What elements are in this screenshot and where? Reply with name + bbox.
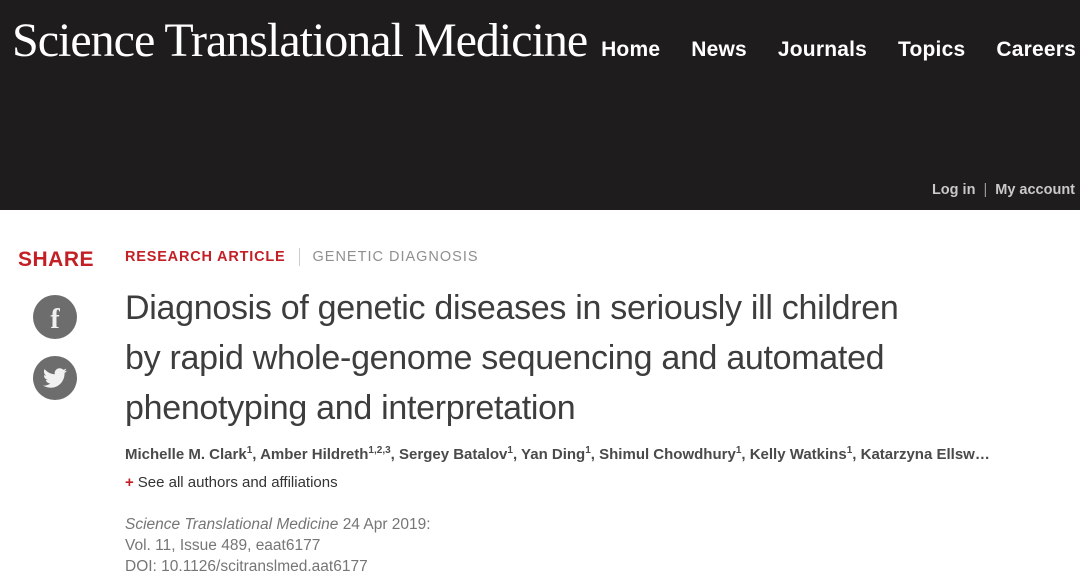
article-subject-label: GENETIC DIAGNOSIS	[312, 249, 479, 265]
citation-doi: DOI: 10.1126/scitranslmed.aat6177	[125, 558, 368, 575]
author-affiliation-superscript: 1	[846, 446, 853, 456]
nav-item-careers[interactable]: Careers	[996, 38, 1076, 61]
twitter-icon	[43, 366, 67, 390]
author-name: Yan Ding	[521, 446, 586, 463]
my-account-link[interactable]: My account	[995, 182, 1075, 198]
citation-volume: Vol. 11, Issue 489, eaat6177	[125, 537, 321, 554]
author-affiliation-superscript: 1	[507, 446, 513, 456]
author-name: Sergey Batalov	[399, 446, 508, 463]
author-affiliation-superscript: 1	[735, 446, 742, 456]
author-name: Shimul Chowdhury	[599, 446, 736, 463]
article-title	[125, 283, 1075, 433]
facebook-icon: f	[50, 304, 60, 335]
author-affiliation-superscript: 1,2,3	[368, 446, 391, 456]
log-in-link[interactable]: Log in	[931, 182, 976, 198]
twitter-share-button[interactable]	[33, 356, 77, 400]
facebook-share-button[interactable]	[33, 295, 77, 339]
share-label: SHARE	[18, 248, 95, 271]
main-nav	[601, 38, 1076, 62]
kicker-divider	[299, 248, 300, 266]
plus-icon: +	[125, 474, 134, 491]
citation-line-journal	[125, 514, 1075, 535]
article-title-line: Diagnosis of genetic diseases in seriously ill children	[125, 289, 899, 327]
nav-item-topics[interactable]: Topics	[898, 38, 966, 61]
author-list: Michelle M. Clark$^1$, Amber Hildreth$^{1,2,3}$, Sergey Batalov$^1$, Yan Ding$^1$, Shimul Chowdhury$^1$, Kelly Watkins$^1$, Katarzyna Ellsw…	[125, 446, 990, 463]
see-all-authors-label: See all authors and affiliations	[137, 474, 338, 491]
nav-item-journals[interactable]: Journals	[777, 38, 868, 61]
author-name: Kelly Watkins	[749, 446, 847, 463]
article-type-label: RESEARCH ARTICLE	[125, 249, 286, 265]
author-name: Katarzyna Ellsw…	[860, 446, 990, 463]
nav-item-home[interactable]: Home	[601, 38, 661, 61]
account-divider: |	[983, 182, 988, 198]
article-kicker	[125, 248, 1075, 266]
author-affiliation-superscript: 1	[246, 446, 253, 456]
article-header-section	[0, 210, 1080, 575]
citation-journal-name: Science Translational Medicine	[125, 516, 339, 533]
author-name: Michelle M. Clark	[125, 446, 247, 463]
account-links	[932, 182, 1075, 198]
citation-block	[125, 514, 1075, 575]
author-name: Amber Hildreth	[260, 446, 369, 463]
author-affiliation-superscript: 1	[585, 446, 591, 456]
site-header	[0, 0, 1080, 210]
see-all-authors-link[interactable]	[125, 474, 338, 491]
citation-date: 24 Apr 2019:	[342, 516, 431, 533]
article-title-line: by rapid whole-genome sequencing and automated	[125, 339, 885, 377]
journal-logo[interactable]: Science Translational Medicine	[12, 14, 588, 67]
article-head	[125, 248, 1075, 575]
article-title-line: phenotyping and interpretation	[125, 389, 576, 427]
nav-item-news[interactable]: News	[691, 38, 747, 61]
